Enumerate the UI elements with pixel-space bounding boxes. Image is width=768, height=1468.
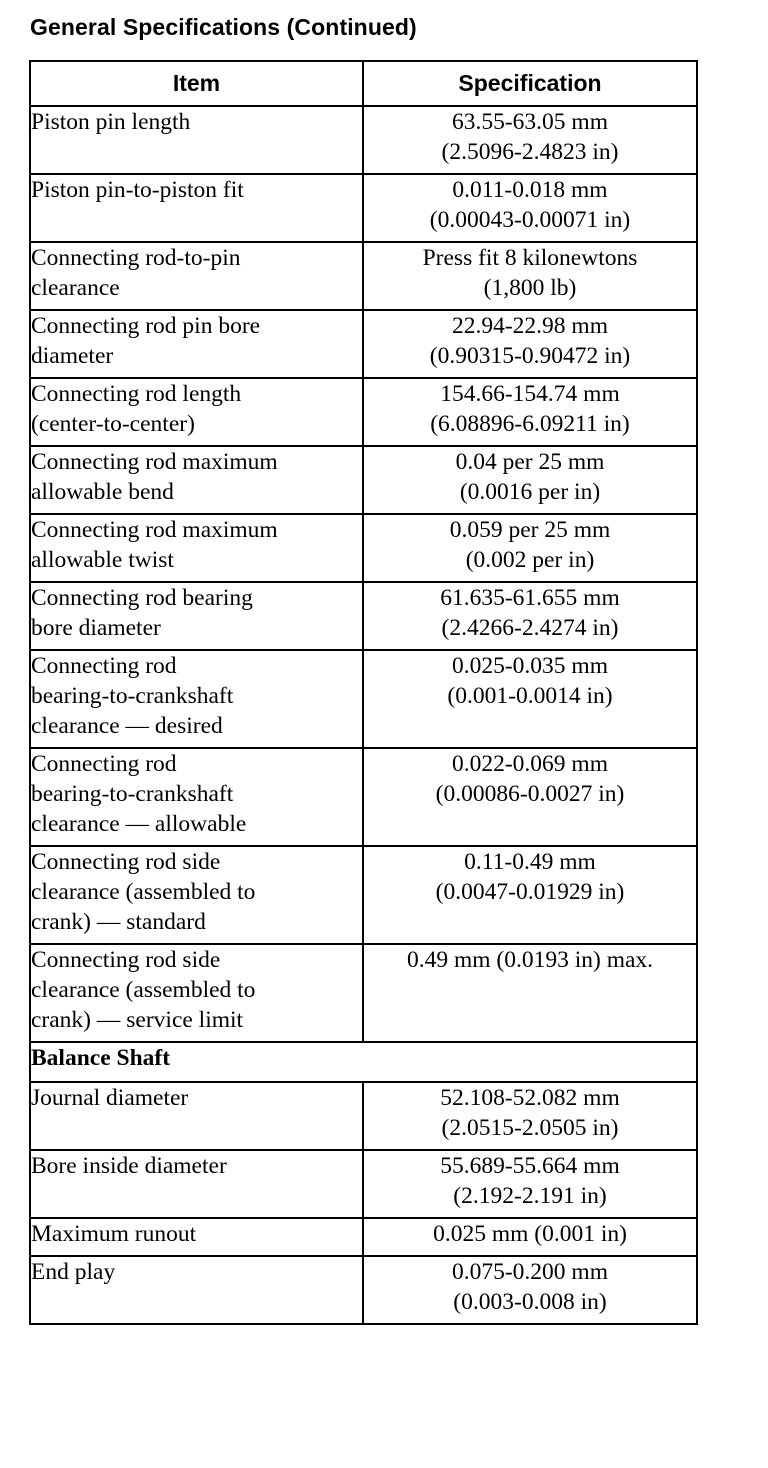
section-heading-balance-shaft: Balance Shaft	[30, 1042, 697, 1082]
spec-cell	[363, 1256, 697, 1324]
section-header-row	[30, 1042, 697, 1082]
spec-text: 0.022-0.069 mm	[451, 751, 608, 777]
spec-text: 52.108-52.082 mm	[440, 1085, 620, 1111]
table-row	[30, 106, 697, 174]
item-cell	[30, 1150, 363, 1218]
spec-text: (0.001-0.0014 in)	[447, 683, 613, 709]
spec-text: 0.04 per 25 mm	[455, 449, 605, 475]
spec-text: 0.075-0.200 mm	[451, 1259, 608, 1285]
spec-text: 55.689-55.664 mm	[440, 1153, 620, 1179]
item-text: Maximum runout	[31, 1221, 197, 1247]
spec-text: (0.0047-0.01929 in)	[435, 879, 625, 905]
item-text: Piston pin length	[31, 109, 191, 135]
item-cell	[30, 650, 363, 748]
spec-text: 154.66-154.74 mm	[440, 381, 620, 407]
table-row	[30, 1218, 697, 1256]
spec-text: (2.0515-2.0505 in)	[441, 1115, 619, 1141]
spec-cell	[363, 1082, 697, 1150]
spec-text: 0.49 mm (0.0193 in) max.	[406, 947, 654, 973]
spec-cell	[363, 378, 697, 446]
table-row	[30, 378, 697, 446]
table-row	[30, 748, 697, 846]
item-text: allowable twist	[31, 547, 174, 573]
item-text: Connecting rod length	[31, 381, 242, 407]
item-text: Connecting rod maximum	[31, 517, 278, 543]
column-header-specification: Specification	[363, 61, 697, 106]
item-text: clearance — desired	[31, 713, 223, 739]
item-text: Journal diameter	[31, 1085, 189, 1111]
table-row	[30, 174, 697, 242]
spec-cell	[363, 242, 697, 310]
spec-cell	[363, 748, 697, 846]
spec-text: 63.55-63.05 mm	[451, 109, 608, 135]
item-text: Connecting rod side	[31, 849, 221, 875]
spec-cell	[363, 446, 697, 514]
table-row	[30, 310, 697, 378]
spec-text: (0.0016 per in)	[459, 479, 601, 505]
item-cell	[30, 1218, 363, 1256]
item-cell	[30, 446, 363, 514]
item-text: clearance	[31, 275, 120, 301]
spec-cell	[363, 106, 697, 174]
specifications-table	[29, 60, 698, 1325]
item-text: Connecting rod	[31, 751, 177, 777]
spec-cell	[363, 582, 697, 650]
item-cell	[30, 846, 363, 944]
page-title: General Specifications (Continued)	[30, 14, 417, 40]
spec-cell	[363, 846, 697, 944]
table-row	[30, 1256, 697, 1324]
item-text: clearance — allowable	[31, 811, 247, 837]
item-text: bore diameter	[31, 615, 161, 641]
table-row	[30, 650, 697, 748]
spec-text: (1,800 lb)	[483, 275, 577, 301]
table-row	[30, 1082, 697, 1150]
item-text: (center-to-center)	[31, 411, 195, 437]
item-text: crank) — standard	[31, 909, 206, 935]
spec-text: (2.192-2.191 in)	[453, 1183, 607, 1209]
item-cell	[30, 310, 363, 378]
column-header-item: Item	[30, 61, 363, 106]
item-cell	[30, 106, 363, 174]
table-row	[30, 1150, 697, 1218]
item-cell	[30, 174, 363, 242]
spec-text: 0.059 per 25 mm	[449, 517, 611, 543]
spec-text: Press fit 8 kilonewtons	[422, 245, 638, 271]
spec-text: 0.011-0.018 mm	[452, 177, 608, 203]
spec-text: (6.08896-6.09211 in)	[430, 411, 630, 437]
item-text: Connecting rod bearing	[31, 585, 253, 611]
table-row	[30, 446, 697, 514]
table-row	[30, 944, 697, 1042]
spec-cell	[363, 1150, 697, 1218]
item-text: End play	[31, 1259, 116, 1285]
spec-text: (0.90315-0.90472 in)	[429, 343, 631, 369]
table-row	[30, 846, 697, 944]
spec-cell	[363, 1218, 697, 1256]
item-text: Connecting rod	[31, 653, 177, 679]
item-cell	[30, 514, 363, 582]
spec-text: (0.00086-0.0027 in)	[435, 781, 625, 807]
spec-cell	[363, 650, 697, 748]
spec-text: 22.94-22.98 mm	[451, 313, 608, 339]
item-text: bearing-to-crankshaft	[31, 683, 234, 709]
table-header-row	[30, 61, 697, 106]
item-cell	[30, 944, 363, 1042]
item-cell	[30, 242, 363, 310]
item-cell	[30, 582, 363, 650]
item-text: allowable bend	[31, 479, 174, 505]
spec-text: (2.4266-2.4274 in)	[441, 615, 619, 641]
table-row	[30, 242, 697, 310]
item-text: Piston pin-to-piston fit	[31, 177, 244, 203]
spec-cell	[363, 310, 697, 378]
item-cell	[30, 378, 363, 446]
spec-text: 0.11-0.49 mm	[464, 849, 596, 875]
spec-cell	[363, 514, 697, 582]
spec-text: (0.002 per in)	[465, 547, 595, 573]
item-text: bearing-to-crankshaft	[31, 781, 234, 807]
item-text: Connecting rod pin bore	[31, 313, 261, 339]
spec-text: 0.025-0.035 mm	[451, 653, 608, 679]
item-text: clearance (assembled to	[31, 879, 256, 905]
item-text: Bore inside diameter	[31, 1153, 227, 1179]
item-text: Connecting rod-to-pin	[31, 245, 241, 271]
item-text: crank) — service limit	[31, 1007, 244, 1033]
item-cell	[30, 748, 363, 846]
spec-text: (0.00043-0.00071 in)	[429, 207, 631, 233]
spec-cell	[363, 174, 697, 242]
spec-cell	[363, 944, 697, 1042]
spec-text: (2.5096-2.4823 in)	[441, 139, 619, 165]
item-cell	[30, 1082, 363, 1150]
spec-text: 0.025 mm (0.001 in)	[433, 1221, 627, 1247]
item-text: diameter	[31, 343, 114, 369]
item-cell	[30, 1256, 363, 1324]
item-text: Connecting rod maximum	[31, 449, 278, 475]
item-text: clearance (assembled to	[31, 977, 256, 1003]
spec-text: (0.003-0.008 in)	[453, 1289, 607, 1315]
table-row	[30, 514, 697, 582]
table-row	[30, 582, 697, 650]
item-text: Connecting rod side	[31, 947, 221, 973]
spec-text: 61.635-61.655 mm	[440, 585, 620, 611]
